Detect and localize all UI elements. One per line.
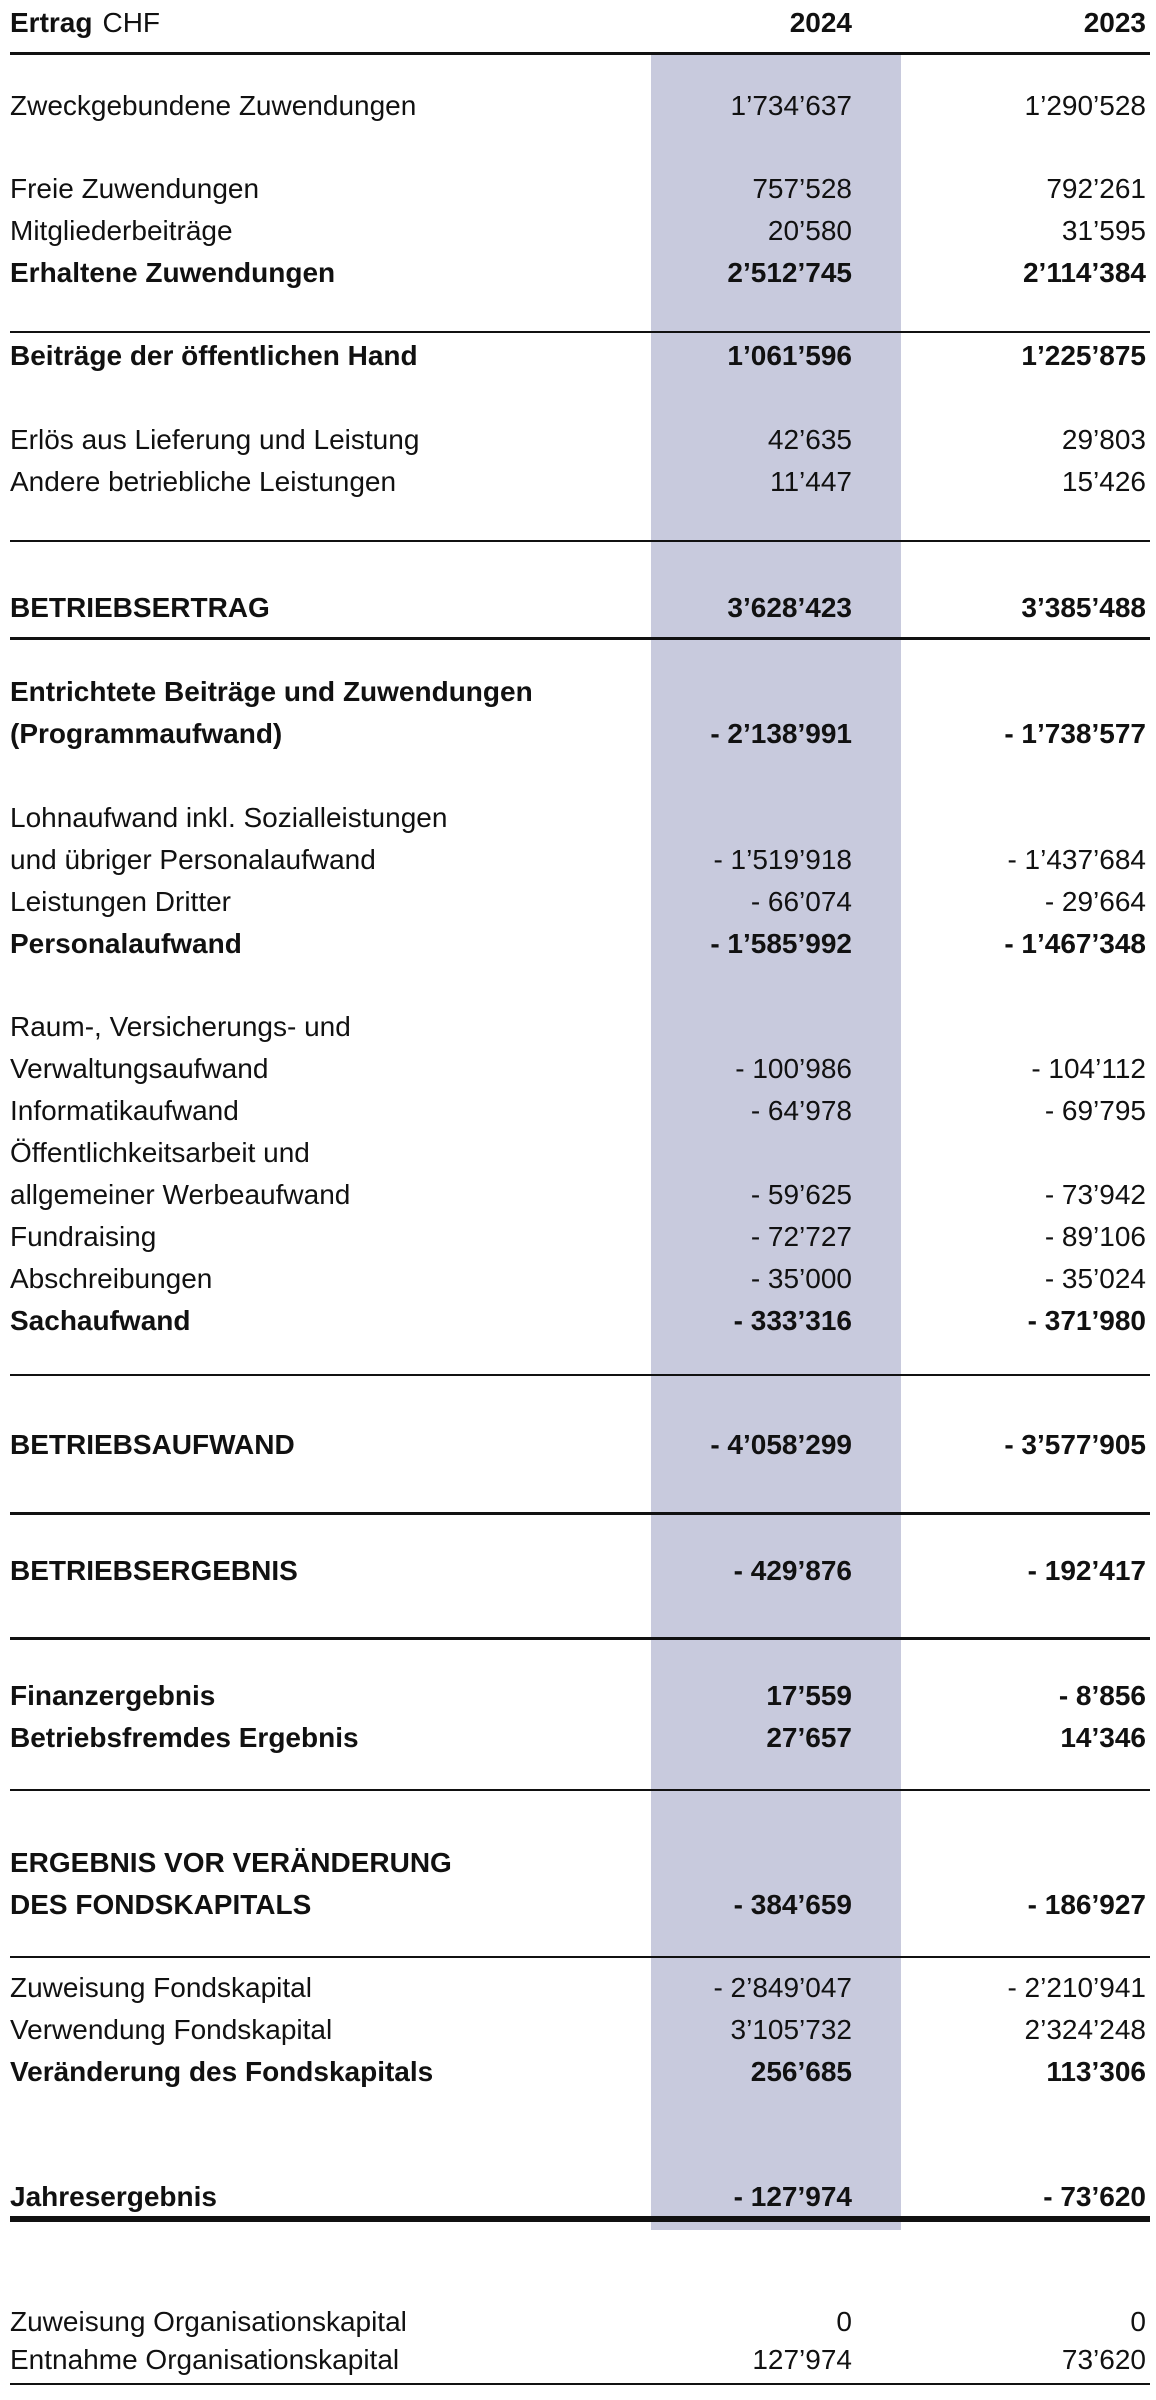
table-row <box>0 168 1156 210</box>
table-row <box>0 2009 1156 2051</box>
row-label: Erhaltene Zuwendungen <box>10 257 336 288</box>
row-value-2023: - 1’437’684 <box>1007 844 1146 875</box>
row-label: Zuweisung Organisationskapital <box>10 2306 407 2337</box>
row-label: und übriger Personalaufwand <box>10 844 376 875</box>
table-row <box>0 1967 1156 2009</box>
table-row <box>0 1258 1156 1300</box>
row-value-2024: 1’734’637 <box>730 90 852 121</box>
row-label: Informatikaufwand <box>10 1095 239 1126</box>
table-header <box>0 2 1156 44</box>
table-row <box>0 2339 1156 2381</box>
table-row-total <box>0 587 1156 629</box>
row-value-2023: 29’803 <box>1061 424 1146 455</box>
table-row-subtotal <box>0 923 1156 965</box>
table-row-subtotal <box>0 713 1156 755</box>
table-row <box>0 2301 1156 2343</box>
row-label: Personalaufwand <box>10 928 242 959</box>
row-value-2024: - 64’978 <box>750 1095 852 1126</box>
row-label: Zweckgebundene Zuwendungen <box>10 90 417 121</box>
table-row <box>0 839 1156 881</box>
row-value-2023: - 192’417 <box>1027 1555 1146 1586</box>
row-label: Betriebsfremdes Ergebnis <box>10 1722 359 1753</box>
row-label: Raum-, Versicherungs- und <box>10 1011 351 1042</box>
row-label: Lohnaufwand inkl. Sozialleistungen <box>10 802 448 833</box>
row-label: Beiträge der öffentlichen Hand <box>10 340 418 371</box>
table-row-total <box>0 1424 1156 1466</box>
table-row-subtotal <box>0 671 1156 713</box>
row-value-2024: - 100’986 <box>735 1053 852 1084</box>
header-year-2023: 2023 <box>1083 7 1146 38</box>
row-value-2023: 113’306 <box>1046 2056 1146 2087</box>
row-value-2024: 11’447 <box>769 466 852 497</box>
row-value-2024: - 2’849’047 <box>713 1972 852 2003</box>
row-value-2024: - 2’138’991 <box>710 718 852 749</box>
table-row <box>0 461 1156 503</box>
row-value-2024: 20’580 <box>767 215 852 246</box>
row-value-2024: 42’635 <box>767 424 852 455</box>
row-value-2023: 15’426 <box>1061 466 1146 497</box>
row-value-2023: - 186’927 <box>1027 1889 1146 1920</box>
section-rule <box>10 331 1150 333</box>
row-value-2024: - 66’074 <box>750 886 852 917</box>
row-label: Entnahme Organisationskapital <box>10 2344 400 2375</box>
table-row <box>0 1090 1156 1132</box>
row-value-2024: 757’528 <box>752 173 852 204</box>
section-rule <box>10 1956 1150 1958</box>
row-value-2024: - 127’974 <box>733 2181 852 2212</box>
table-row <box>0 1006 1156 1048</box>
row-value-2024: - 333’316 <box>733 1305 852 1336</box>
row-value-2023: - 69’795 <box>1044 1095 1146 1126</box>
table-row-total <box>0 1550 1156 1592</box>
row-value-2024: - 4’058’299 <box>710 1429 852 1460</box>
row-label: Veränderung des Fondskapitals <box>10 2056 434 2087</box>
row-label: Fundraising <box>10 1221 157 1252</box>
row-value-2023: - 35’024 <box>1044 1263 1146 1294</box>
row-label: ERGEBNIS VOR VERÄNDERUNG <box>10 1847 452 1878</box>
row-value-2024: 3’628’423 <box>727 592 852 623</box>
total-rule <box>10 637 1150 640</box>
table-row <box>0 210 1156 252</box>
row-value-2023: - 89’106 <box>1044 1221 1146 1252</box>
row-value-2023: 31’595 <box>1061 215 1146 246</box>
row-label: allgemeiner Werbeaufwand <box>10 1179 351 1210</box>
table-row <box>0 1174 1156 1216</box>
row-value-2024: - 1’519’918 <box>713 844 852 875</box>
row-value-2023: - 73’620 <box>1043 2181 1146 2212</box>
table-row <box>0 797 1156 839</box>
row-value-2023: - 371’980 <box>1027 1305 1146 1336</box>
row-value-2023: - 104’112 <box>1031 1053 1146 1084</box>
row-label: BETRIEBSERTRAG <box>10 592 270 623</box>
row-value-2024: - 429’876 <box>733 1555 852 1586</box>
row-value-2023: 1’290’528 <box>1024 90 1146 121</box>
row-label: Zuweisung Fondskapital <box>10 1972 312 2003</box>
row-value-2024: 3’105’732 <box>730 2014 852 2045</box>
row-value-2024: 0 <box>836 2306 852 2337</box>
row-value-2024: - 384’659 <box>733 1889 852 1920</box>
row-label: Freie Zuwendungen <box>10 173 260 204</box>
row-label: BETRIEBSERGEBNIS <box>10 1555 298 1586</box>
header-label: Ertrag CHF <box>10 7 161 38</box>
row-label: Leistungen Dritter <box>10 886 232 917</box>
table-row-total <box>0 1842 1156 1884</box>
row-value-2023: 2’324’248 <box>1024 2014 1146 2045</box>
total-rule <box>10 1637 1150 1640</box>
row-value-2024: - 35’000 <box>750 1263 852 1294</box>
row-value-2024: 256’685 <box>750 2056 852 2087</box>
row-label: Verwaltungsaufwand <box>10 1053 269 1084</box>
table-row <box>0 419 1156 461</box>
row-value-2023: - 3’577’905 <box>1004 1429 1146 1460</box>
table-row-subtotal <box>0 252 1156 294</box>
table-row-total <box>0 1884 1156 1926</box>
table-row-result <box>0 2176 1156 2218</box>
row-value-2024: 2’512’745 <box>727 257 852 288</box>
table-row-subtotal <box>0 335 1156 377</box>
table-row-subtotal <box>0 2051 1156 2093</box>
row-value-2024: 127’974 <box>752 2344 852 2375</box>
row-label: Entrichtete Beiträge und Zuwendungen <box>10 676 533 707</box>
row-label: BETRIEBSAUFWAND <box>10 1429 295 1460</box>
section-rule <box>10 540 1150 542</box>
table-row <box>0 1132 1156 1174</box>
row-label: Öffentlichkeitsarbeit und <box>10 1137 310 1168</box>
row-label: Sachaufwand <box>10 1305 191 1336</box>
row-label: DES FONDSKAPITALS <box>10 1889 312 1920</box>
section-rule <box>10 1374 1150 1376</box>
row-label: Andere betriebliche Leistungen <box>10 466 397 497</box>
table-row-subtotal <box>0 1300 1156 1342</box>
row-label: Verwendung Fondskapital <box>10 2014 333 2045</box>
row-label: Abschreibungen <box>10 1263 213 1294</box>
row-value-2024: - 59’625 <box>750 1179 852 1210</box>
header-rule <box>10 52 1150 55</box>
row-value-2023: 1’225’875 <box>1021 340 1146 371</box>
row-value-2023: 0 <box>1130 2306 1146 2337</box>
row-value-2023: - 73’942 <box>1044 1179 1146 1210</box>
row-value-2024: 27’657 <box>766 1722 852 1753</box>
table-row-subtotal <box>0 1675 1156 1717</box>
table-row <box>0 881 1156 923</box>
row-value-2023: 73’620 <box>1061 2344 1146 2375</box>
row-value-2023: 14’346 <box>1060 1722 1146 1753</box>
row-label: Erlös aus Lieferung und Leistung <box>10 424 420 455</box>
row-value-2023: - 1’467’348 <box>1004 928 1146 959</box>
row-value-2023: 2’114’384 <box>1022 257 1146 288</box>
table-row <box>0 1048 1156 1090</box>
row-label: Finanzergebnis <box>10 1680 216 1711</box>
row-label: (Programmaufwand) <box>10 718 283 749</box>
row-value-2024: - 72’727 <box>750 1221 852 1252</box>
row-value-2023: - 1’738’577 <box>1004 718 1146 749</box>
row-value-2023: - 2’210’941 <box>1007 1972 1146 2003</box>
row-value-2023: 792’261 <box>1046 173 1146 204</box>
row-value-2024: 17’559 <box>766 1680 852 1711</box>
row-label: Jahresergebnis <box>10 2181 217 2212</box>
table-row <box>0 85 1156 127</box>
table-row-subtotal <box>0 1717 1156 1759</box>
row-value-2024: 1’061’596 <box>727 340 852 371</box>
row-value-2023: 3’385’488 <box>1021 592 1146 623</box>
row-value-2023: - 8’856 <box>1058 1680 1146 1711</box>
bottom-rule <box>10 2383 1150 2385</box>
table-row <box>0 1216 1156 1258</box>
row-label: Mitgliederbeiträge <box>10 215 233 246</box>
header-year-2024: 2024 <box>789 7 852 38</box>
total-rule <box>10 1512 1150 1515</box>
row-value-2024: - 1’585’992 <box>710 928 852 959</box>
row-value-2023: - 29’664 <box>1044 886 1146 917</box>
section-rule <box>10 1789 1150 1791</box>
